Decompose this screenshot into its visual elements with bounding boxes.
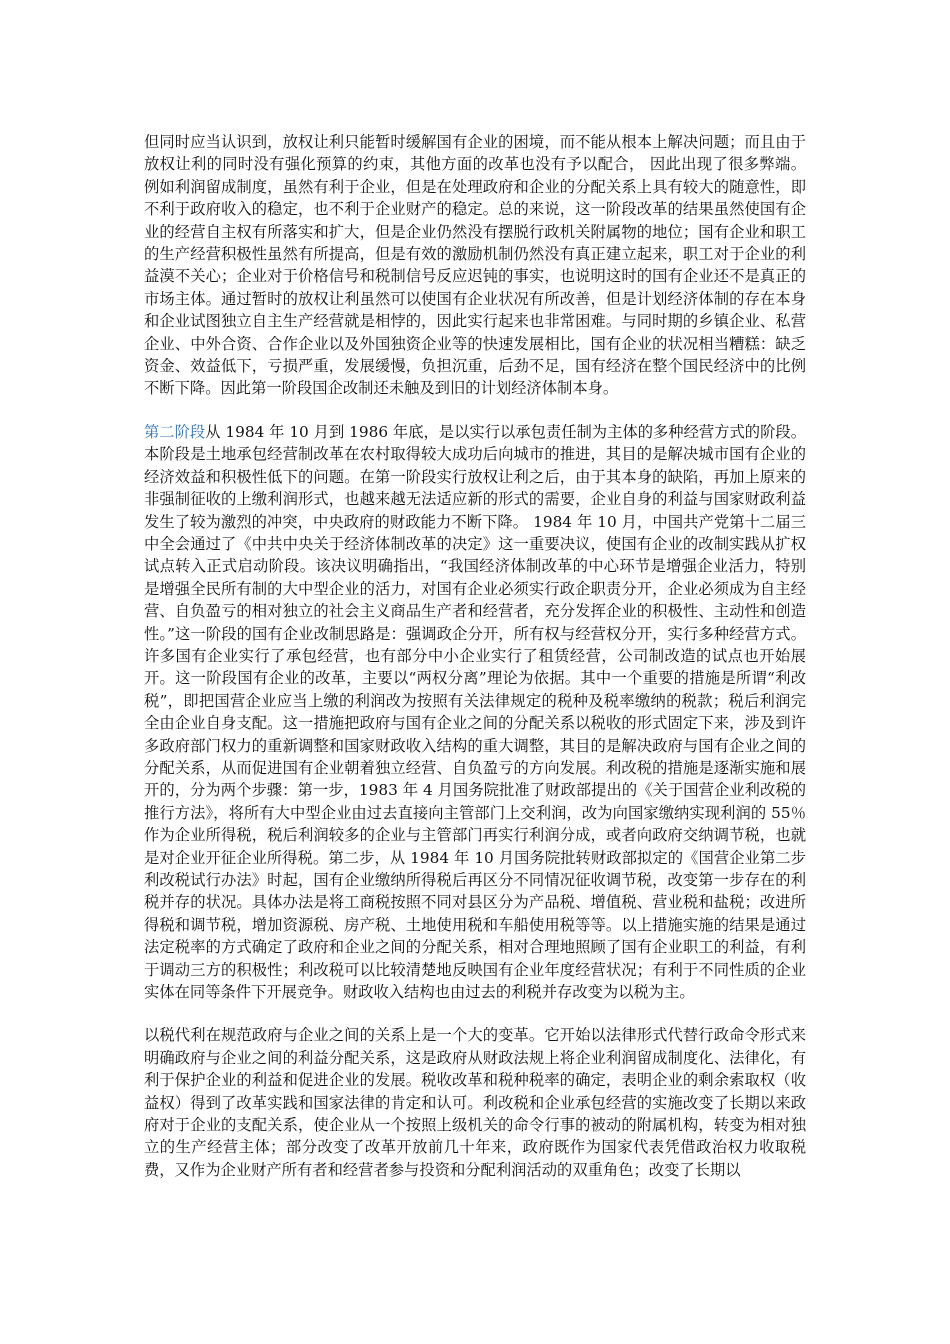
document-page bbox=[144, 131, 806, 1181]
paragraph-3: 以税代利在规范政府与企业之间的关系上是一个大的变革。它开始以法律形式代替行政命令形式来明确政府与企业之间的利益分配关系，这是政府从财政法规上将企业利润留成制度化、法律化，有利于保护企业的利益和促进企业的发展。税收改革和税种税率的确定，表明企业的剩余索取权（收益权）得到了改革实践和国家法律的肯定和认可。利改税和企业承包经营的实施改变了长期以来政府对于企业的支配关系，使企业从一个按照上级机关的命令行事的被动的附属机构，转变为相对独立的生产经营主体；部分改变了改革开放前几十年来，政府既作为国家代表凭借政治权力收取税费，又作为企业财产所有者和经营者参与投资和分配利润活动的双重角色；改变了长期以 bbox=[144, 1026, 806, 1179]
section-heading-stage-two: 第二阶段 bbox=[144, 422, 206, 441]
paragraph-2 bbox=[144, 421, 806, 1004]
paragraph-1: 但同时应当认识到，放权让利只能暂时缓解国有企业的困境，而不能从根本上解决问题；而且由于放权让利的同时没有强化预算的约束，其他方面的改革也没有予以配合， 因此出现了很多弊端。例如利润留成制度，虽然有利于企业，但是在处理政府和企业的分配关系上具有较大的随意性，即不利于政府收入的稳定，也不利于企业财产的稳定。总的来说，这一阶段改革的结果虽然使国有企业的经营自主权有所落实和扩大，但是企业仍然没有摆脱行政机关附属物的地位；国有企业和职工的生产经营积极性虽然有所提高，但是有效的激励机制仍然没有真正建立起来，职工对于企业的利益漠不关心；企业对于价格信号和税制信号反应迟钝的事实，也说明这时的国有企业还不是真正的市场主体。通过暂时的放权让利虽然可以使国有企业状况有所改善，但是计划经济体制的存在本身和企业试图独立自主生产经营就是相悖的，因此实行起来也非常困难。与同时期的乡镇企业、私营企业、中外合资、合作企业以及外国独资企业等的快速发展相比，国有企业的状况相当糟糕：缺乏资金、效益低下，亏损严重，发展缓慢，负担沉重，后劲不足，国有经济在整个国民经济中的比例不断下降。因此第一阶段国企改制还未触及到旧的计划经济体制本身。 bbox=[144, 133, 806, 398]
paragraph-2-body: 从 1984 年 10 月到 1986 年底，是以实行以承包责任制为主体的多种经营方式的阶段。本阶段是土地承包经营制改革在农村取得较大成功后向城市的推进，其目的是解决城市国有企业的经济效益和积极性低下的问题。在第一阶段实行放权让利之后，由于其本身的缺陷，再加上原来的非强制征收的上缴利润形式，也越来越无法适应新的形式的需要，企业自身的利益与国家财政利益发生了较为激烈的冲突，中央政府的财政能力不断下降。 1984 年 10 月，中国共产党第十二届三中全会通过了《中共中央关于经济体制改革的决定》这一重要决议，使国有企业的改制实践从扩权试点转入正式启动阶段。该决议明确指出，“我国经济体制改革的中心环节是增强企业活力，特别是增强全民所有制的大中型企业的活力，对国有企业必须实行政企职责分开，企业必须成为自主经营、自负盈亏的相对独立的社会主义商品生产者和经营者，充分发挥企业的积极性、主动性和创造性。”这一阶段的国有企业改制思路是：强调政企分开，所有权与经营权分开，实行多种经营方式。许多国有企业实行了承包经营，也有部分中小企业实行了租赁经营，公司制改造的试点也开始展开。这一阶段国有企业的改革，主要以“两权分离”理论为依据。其中一个重要的措施是所谓“利改税”，即把国营企业应当上缴的利润改为按照有关法律规定的税种及税率缴纳的税款；税后利润完全由企业自身支配。这一措施把政府与国有企业之间的分配关系以税收的形式固定下来，涉及到许多政府部门权力的重新调整和国家财政收入结构的重大调整，其目的是解决政府与国有企业之间的分配关系，从而促进国有企业朝着独立经营、自负盈亏的方向发展。利改税的措施是逐渐实施和展开的，分为两个步骤：第一步，1983 年 4 月国务院批准了财政部提出的《关于国营企业利改税的推行方法》，将所有大中型企业由过去直接向主管部门上交利润，改为向国家缴纳实现利润的 55％作为企业所得税，税后利润较多的企业与主管部门再实行利润分成，或者向政府交纳调节税，也就是对企业开征企业所得税。第二步，从 1984 年 10 月国务院批转财政部拟定的《国营企业第二步利改税试行办法》时起，国有企业缴纳所得税后再区分不同情况征收调节税，改变第一步存在的利税并存的状况。具体办法是将工商税按照不同对县区分为产品税、增值税、营业税和盐税；改进所得税和调节税，增加资源税、房产税、土地使用税和车船使用税等等。以上措施实施的结果是通过法定税率的方式确定了政府和企业之间的分配关系，相对合理地照顾了国有企业职工的利益，有利于调动三方的积极性；利改税可以比较清楚地反映国有企业年度经营状况；有利于不同性质的企业实体在同等条件下开展竞争。财政收入结构也由过去的利税并存改变为以税为主。 bbox=[144, 422, 806, 1002]
